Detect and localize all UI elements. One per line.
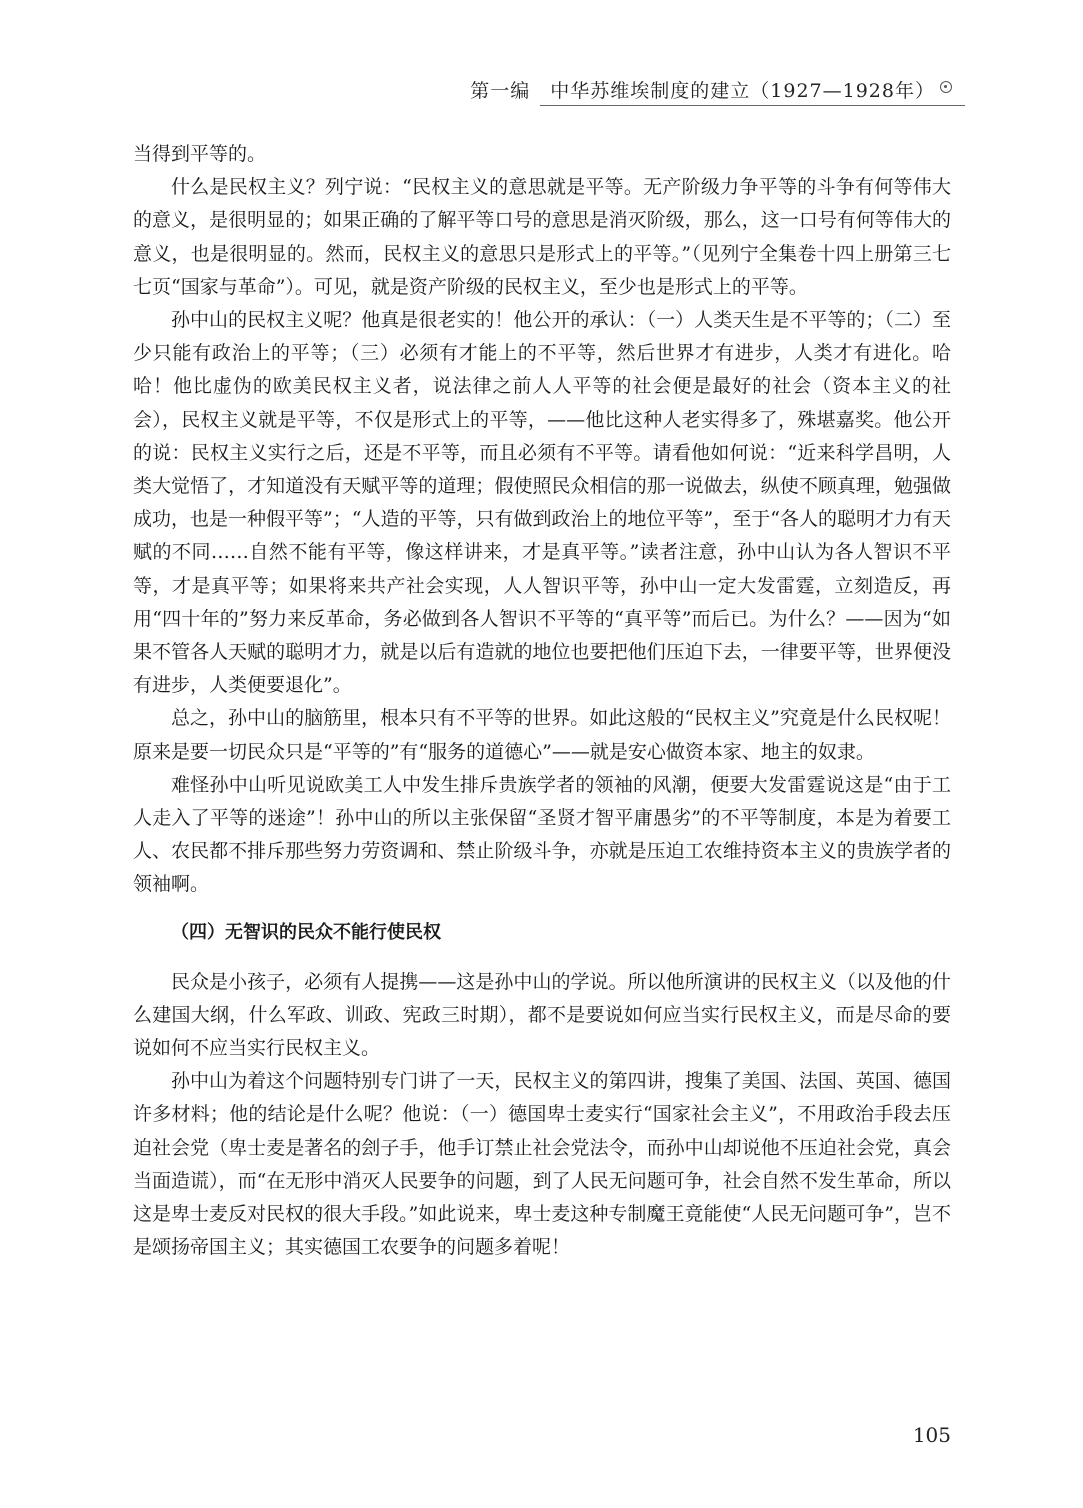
section-heading: （四）无智识的民众不能行使民权 xyxy=(171,921,441,943)
paragraph-5: 难怪孙中山听见说欧美工人中发生排斥贵族学者的领袖的风潮，便要大发雷霆说这是“由于工人走入了平等的迷途”！孙中山的所以主张保留“圣贤才智平庸愚劣”的不平等制度，本是为着要工人、农民都不排斥那些努力劳资调和、禁止阶级斗争，亦就是压迫工农维持资本主义的贵族学者的领袖啊。 xyxy=(133,773,951,896)
paragraph-3: 孙中山的民权主义呢？他真是很老实的！他公开的承认：（一）人类天生是不平等的；（二）至少只能有政治上的平等；（三）必须有才能上的不平等，然后世界才有进步，人类才有进化。哈哈！他比虚伪的欧美民权主义者，说法律之前人人平等的社会便是最好的社会（资本主义的社会），民权主义就是平等，不仅是形式上的平等，——他比这种人老实得多了，殊堪嘉奖。他公开的说：民权主义实行之后，还是不平等，而且必须有不平等。请看他如何说：“近来科学昌明，人类大觉悟了，才知道没有天赋平等的道理；假使照民众相信的那一说做去，纵使不顾真理，勉强做成功，也是一种假平等”；“人造的平等，只有做到政治上的地位平等”，至于“各人的聪明才力有天赋的不同……自然不能有平等，像这样讲来，才是真平等。”读者注意，孙中山认为各人智识不平等，才是真平等；如果将来共产社会实现，人人智识平等，孙中山一定大发雷霆，立刻造反，再用“四十年的”努力来反革命，务必做到各人智识不平等的“真平等”而后已。为什么？——因为“如果不管各人天赋的聪明才力，就是以后有造就的地位也要把他们压迫下去，一律要平等，世界便没有进步，人类便要退化”。 xyxy=(133,309,951,697)
paragraph-6: 民众是小孩子，必须有人提携——这是孙中山的学说。所以他所演讲的民权主义（以及他的什么建国大纲，什么军政、训政、宪政三时期），都不是要说如何应当实行民权主义，而是尽命的要说如何不应当实行民权主义。 xyxy=(133,970,951,1060)
paragraph-1: 当得到平等的。 xyxy=(133,143,267,165)
paragraph-2: 什么是民权主义？列宁说：“民权主义的意思就是平等。无产阶级力争平等的斗争有何等伟大的意义，是很明显的；如果正确的了解平等口号的意思是消灭阶级，那么，这一口号有何等伟大的意义，也是很明显的。然而，民权主义的意思只是形式上的平等。”（见列宁全集卷十四上册第三七七页“国家与革命”）。可见，就是资产阶级的民权主义，至少也是形式上的平等。 xyxy=(133,176,951,298)
paragraph-4: 总之，孙中山的脑筋里，根本只有不平等的世界。如此这般的“民权主义”究竟是什么民权呢！原来是要一切民众只是“平等的”有“服务的道德心”——就是安心做资本家、地主的奴隶。 xyxy=(133,707,951,763)
running-title: 第一编 中华苏维埃制度的建立（1927—1928年） xyxy=(470,80,935,102)
page-header xyxy=(0,70,1083,104)
page-number: 105 xyxy=(912,1423,951,1447)
circle-dot-icon xyxy=(940,81,952,93)
header-rule xyxy=(540,105,965,106)
paragraph-7: 孙中山为着这个问题特别专门讲了一天，民权主义的第四讲，搜集了美国、法国、英国、德国许多材料；他的结论是什么呢？他说：（一）德国卑士麦实行“国家社会主义”，不用政治手段去压迫社会党（卑士麦是著名的刽子手，他手订禁止社会党法令，而孙中山却说他不压迫社会党，真会当面造谎），而“在无形中消灭人民要争的问题，到了人民无问题可争，社会自然不发生革命，所以这是卑士麦反对民权的很大手段。”如此说来，卑士麦这种专制魔王竟能使“人民无问题可争”，岂不是颂扬帝国主义；其实德国工农要争的问题多着呢！ xyxy=(133,1070,951,1259)
body-text xyxy=(133,138,951,1265)
